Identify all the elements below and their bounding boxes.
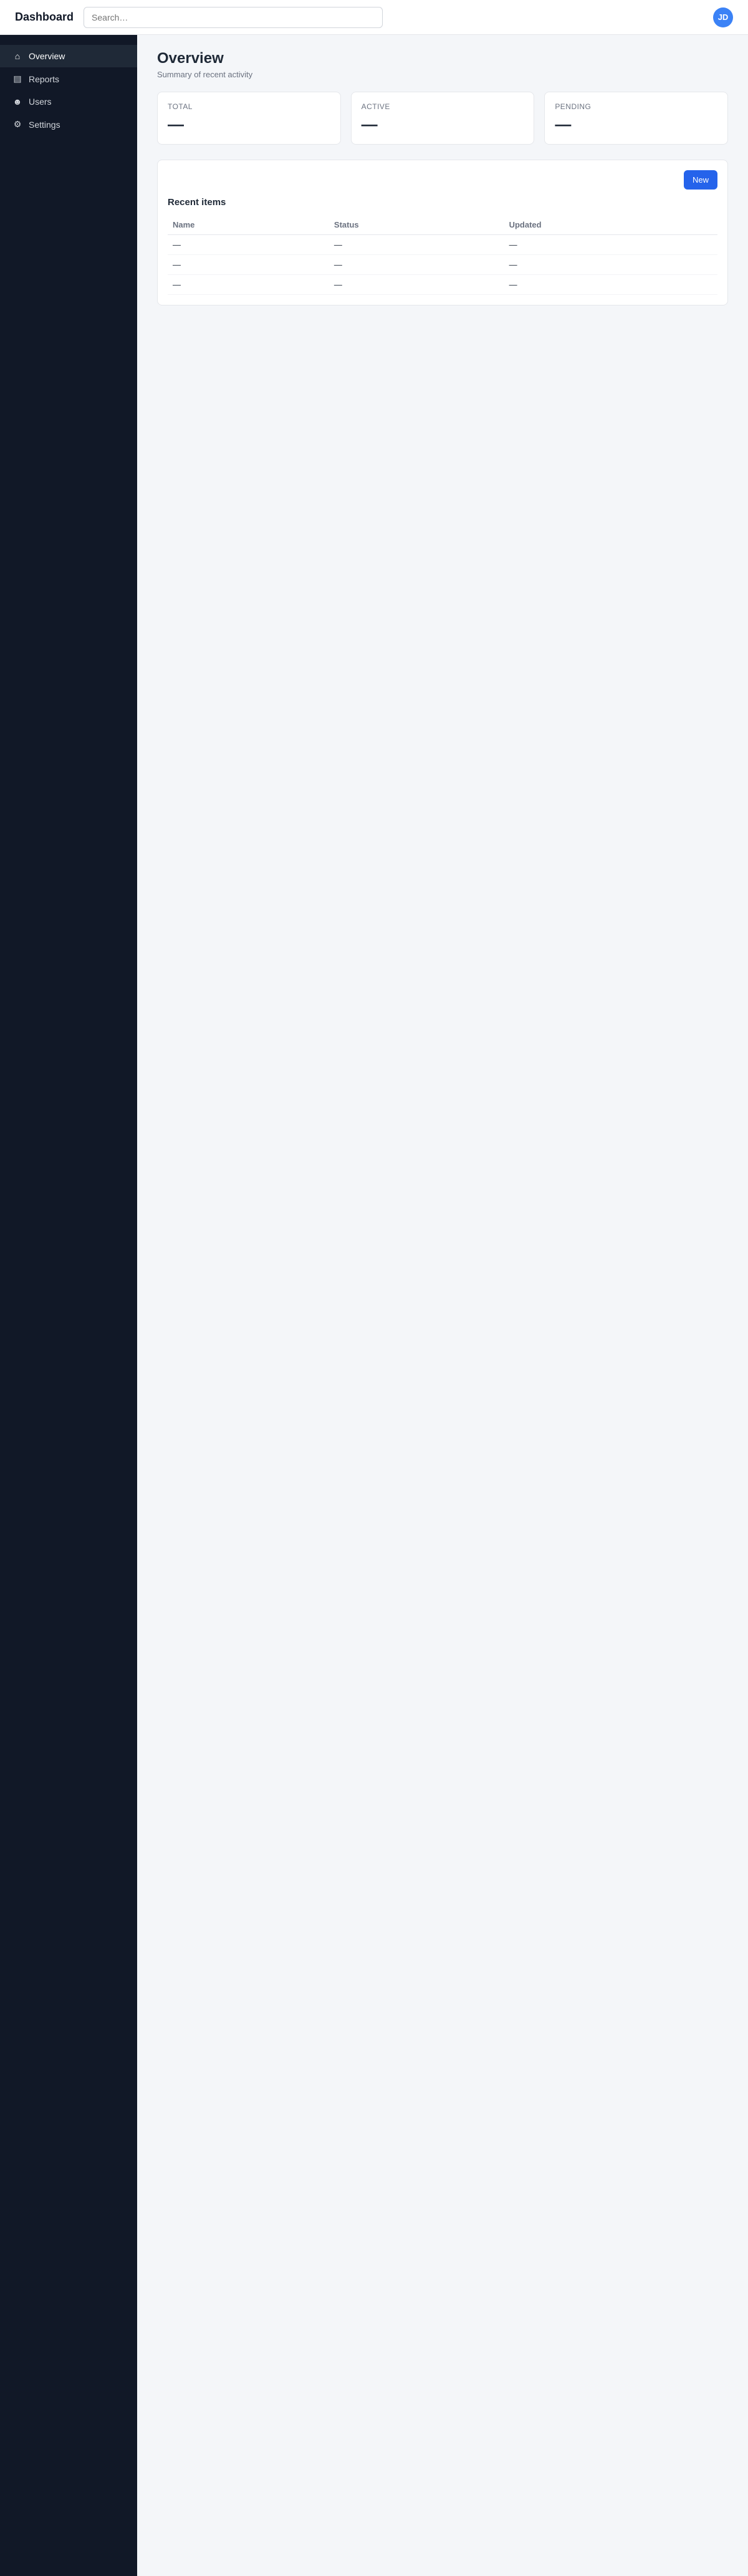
sidebar-item-reports[interactable] <box>0 67 137 90</box>
page-title: Overview <box>157 50 224 67</box>
table-cell: — <box>504 255 717 275</box>
new-button[interactable]: New <box>684 170 717 190</box>
column-header[interactable]: Name <box>168 215 329 235</box>
search-input[interactable] <box>84 7 383 28</box>
sidebar-item-label: Users <box>29 97 52 107</box>
avatar[interactable]: JD <box>713 7 733 27</box>
column-header[interactable]: Updated <box>504 215 717 235</box>
sidebar-item-label: Settings <box>29 119 60 130</box>
gear-icon: ⚙ <box>13 119 22 129</box>
table-cell: — <box>329 235 504 255</box>
app-title: Dashboard <box>15 11 74 23</box>
summary-cards <box>157 92 728 145</box>
table-cell: — <box>504 275 717 295</box>
table-row[interactable] <box>168 255 717 275</box>
recent-items-panel <box>157 160 728 305</box>
items-table <box>168 215 717 295</box>
column-header[interactable]: Status <box>329 215 504 235</box>
panel-title: Recent items <box>168 197 226 208</box>
card-value: — <box>555 115 572 133</box>
sidebar-item-users[interactable] <box>0 90 137 113</box>
table-header-row <box>168 215 717 235</box>
card-label: PENDING <box>555 102 592 111</box>
table-cell: — <box>168 235 329 255</box>
sidebar <box>0 35 137 2576</box>
main-content <box>137 35 748 2576</box>
summary-card <box>544 92 728 145</box>
table-row[interactable] <box>168 275 717 295</box>
top-bar <box>0 0 748 35</box>
table-cell: — <box>329 275 504 295</box>
users-icon: ☻ <box>12 97 22 107</box>
home-icon: ⌂ <box>14 51 21 61</box>
page-subtitle: Summary of recent activity <box>157 70 253 79</box>
sidebar-item-overview[interactable] <box>0 45 137 67</box>
card-label: ACTIVE <box>361 102 390 111</box>
chart-icon: ▤ <box>13 74 22 84</box>
table-cell: — <box>329 255 504 275</box>
sidebar-item-label: Reports <box>29 74 60 84</box>
panel-toolbar <box>168 170 717 190</box>
summary-card <box>351 92 535 145</box>
table-cell: — <box>168 255 329 275</box>
sidebar-item-label: Overview <box>29 51 65 61</box>
app-body <box>0 35 748 2576</box>
card-label: TOTAL <box>168 102 193 111</box>
sidebar-item-settings[interactable] <box>0 113 137 136</box>
card-value: — <box>168 115 184 133</box>
card-value: — <box>361 115 378 133</box>
summary-card <box>157 92 341 145</box>
table-cell: — <box>504 235 717 255</box>
table-cell: — <box>168 275 329 295</box>
table-row[interactable] <box>168 235 717 255</box>
